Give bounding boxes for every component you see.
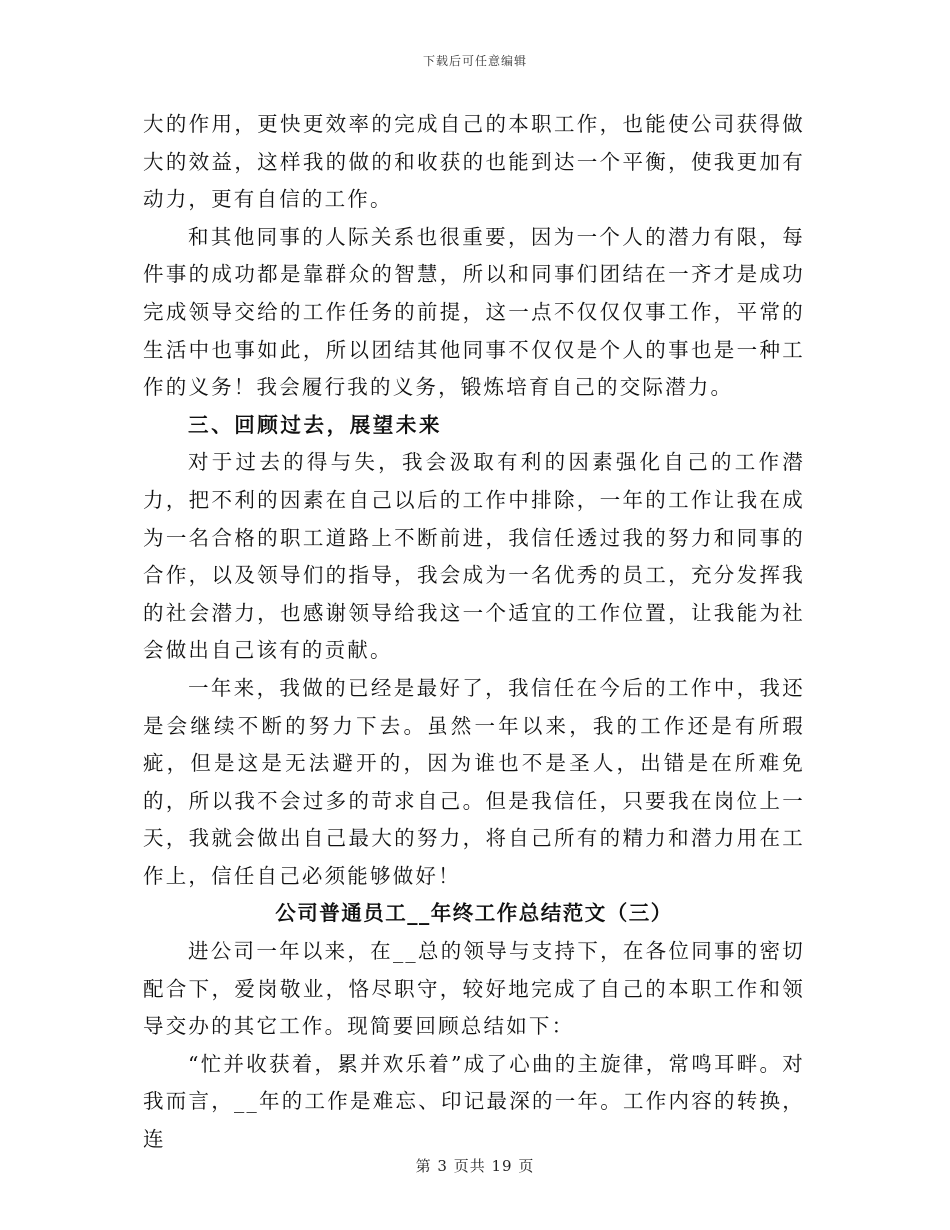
page-header-note: 下载后可任意编辑 <box>422 54 527 68</box>
article-title: 公司普通员工__年终工作总结范文（三） <box>275 901 673 926</box>
paragraph-continued: 大的作用，更快更效率的完成自己的本职工作，也能使公司获得做大的效益，这样我的做的和收获的也能到达一个平衡，使我更加有动力，更有自信的工作。 <box>143 112 805 212</box>
document-body <box>143 106 805 1159</box>
section-heading-review: 三、回顾过去，展望未来 <box>188 412 443 437</box>
paragraph-intro: 进公司一年以来，在__总的领导与支持下，在各位同事的密切配合下，爱岗敬业，恪尽职守，较好地完成了自己的本职工作和领导交办的其它工作。现简要回顾总结如下： <box>143 939 805 1039</box>
page-number: 第 3 页共 19 页 <box>415 1157 535 1175</box>
paragraph-busy-harvest: “忙并收获着，累并欢乐着”成了心曲的主旋律，常鸣耳畔。对我而言，__年的工作是难忘、印记最深的一年。工作内容的转换，连 <box>143 1051 805 1152</box>
paragraph-past-gains-losses: 对于过去的得与失，我会汲取有利的因素强化自己的工作潜力，把不利的因素在自己以后的工作中排除，一年的工作让我在成为一名合格的职工道路上不断前进，我信任透过我的努力和同事的合作，以及领导们的指导，我会成为一名优秀的员工，充分发挥我的社会潜力，也感谢领导给我这一个适宜的工作位置，让我能为社会做出自己该有的贡献。 <box>143 450 805 663</box>
paragraph-colleague-relations: 和其他同事的人际关系也很重要，因为一个人的潜力有限，每件事的成功都是靠群众的智慧，所以和同事们团结在一齐才是成功完成领导交给的工作任务的前提，这一点不仅仅仅事工作，平常的生活中也事如此，所以团结其他同事不仅仅是个人的事也是一种工作的义务！我会履行我的义务，锻炼培育自己的交际潜力。 <box>143 224 805 400</box>
paragraph-year-summary: 一年来，我做的已经是最好了，我信任在今后的工作中，我还是会继续不断的努力下去。虽然一年以来，我的工作还是有所瑕疵，但是这是无法避开的，因为谁也不是圣人，出错是在所难免的，所以我不会过多的苛求自己。但是我信任，只要我在岗位上一天，我就会做出自己最大的努力，将自己所有的精力和潜力用在工作上，信任自己必须能够做好！ <box>143 675 805 888</box>
